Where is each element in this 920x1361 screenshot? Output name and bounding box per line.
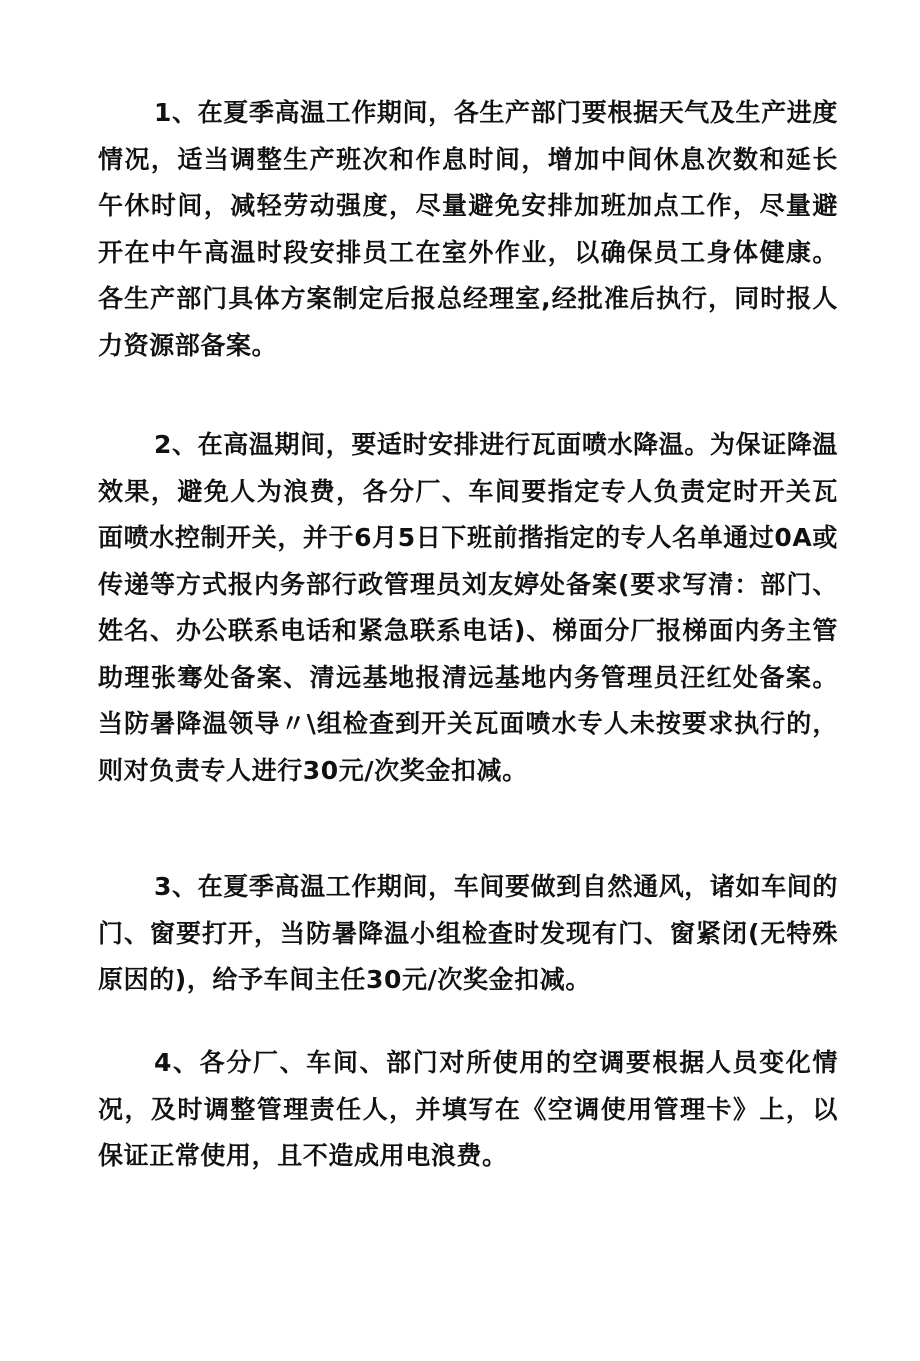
paragraph-4: 4、各分厂、车间、部门对所使用的空调要根据人员变化情况，及时调整管理责任人，并填写在《空调使用管理卡》上，以保证正常使用，且不造成用电浪费。: [98, 1048, 838, 1170]
paragraph-2: 2、在高温期间，要适时安排进行瓦面喷水降温。为保证降温效果，避免人为浪费，各分厂、车间要指定专人负责定时开关瓦面喷水控制开关，并于6月5日下班前揩指定的专人名单通过0A或传递等方式报内务部行政管理员刘友婷处备案(要求写清：部门、姓名、办公联系电话和紧急联系电话)、梯面分厂报梯面内务主管助理张骞处备案、清远基地报清远基地内务管理员汪红处备案。当防暑降温领导〃\组检查到开关瓦面喷水专人未按要求执行的，则对负责专人进行30元/次奖金扣减。: [98, 430, 838, 785]
paragraph-1: 1、在夏季高温工作期间，各生产部门要根据天气及生产进度情况，适当调整生产班次和作息时间，增加中间休息次数和延长午休时间，减轻劳动强度，尽量避免安排加班加点工作，尽量避开在中午高温时段安排员工在室外作业，以确保员工身体健康。各生产部门具体方案制定后报总经理室,经批准后执行，同时报人力资源部备案。: [98, 98, 838, 360]
paragraph-3: 3、在夏季高温工作期间，车间要做到自然通风，诸如车间的门、窗要打开，当防暑降温小组检查时发现有门、窗紧闭(无特殊原因的)，给予车间主任30元/次奖金扣减。: [98, 872, 838, 994]
